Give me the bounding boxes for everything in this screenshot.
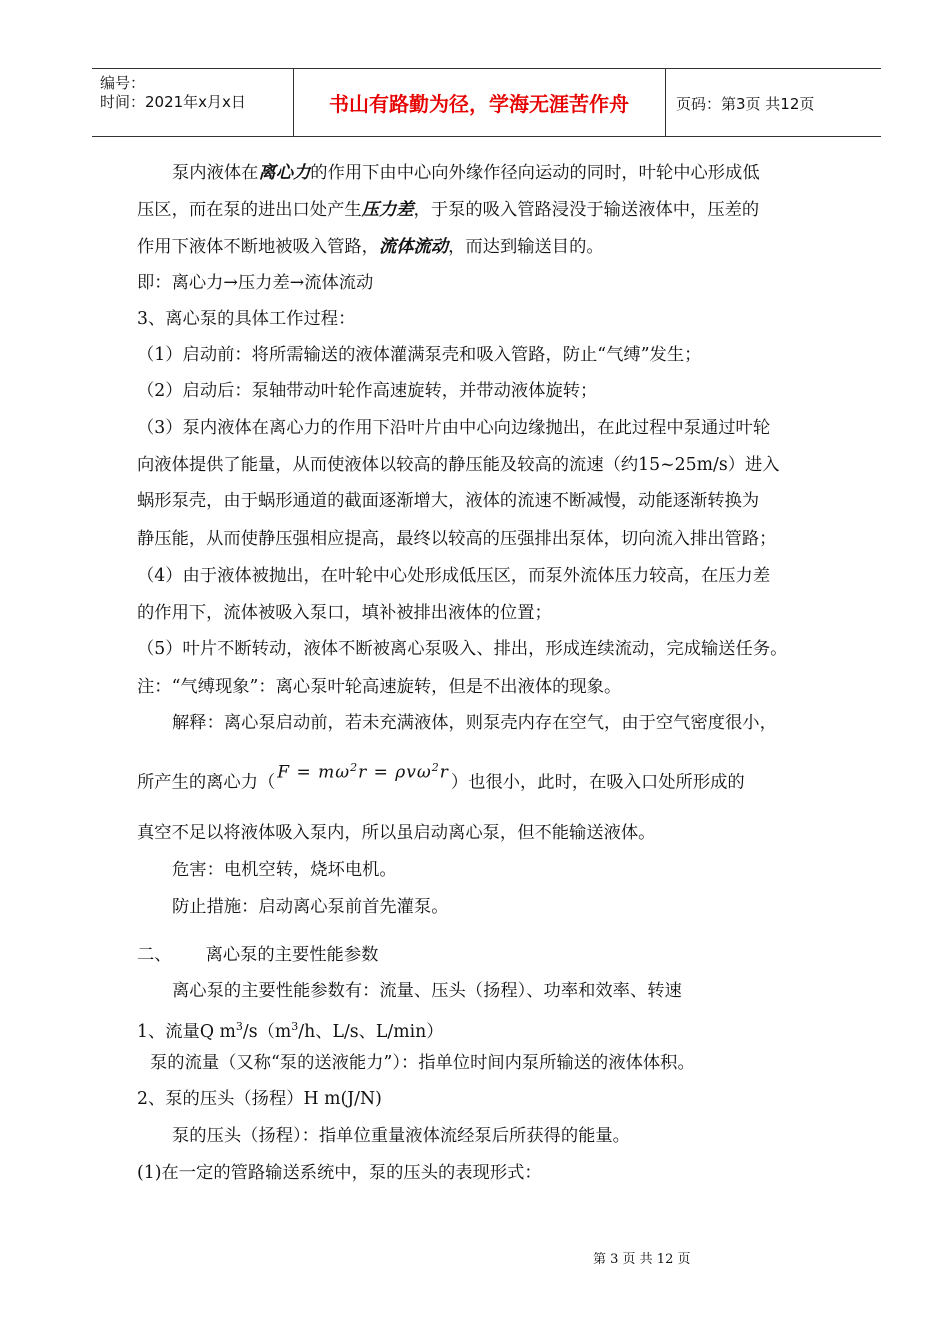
header-bottom-rule (92, 136, 881, 137)
header-divider-right (665, 68, 666, 136)
header-time-label: 时间：2021年x月x日 (100, 93, 246, 111)
paragraph-line: 真空不足以将液体吸入泵内，所以虽启动离心泵，但不能输送液体。 (137, 823, 656, 843)
section-title: 离心泵的主要性能参数 (205, 945, 379, 965)
paragraph-line (137, 199, 759, 221)
section-number: 二、 (137, 945, 172, 965)
paragraph-line: 危害：电机空转，烧坏电机。 (172, 860, 397, 880)
paragraph-line: 解释：离心泵启动前，若未充满液体，则泵壳内存在空气，由于空气密度很小， (172, 713, 777, 733)
text: 压区，而在泵的进出口处产生 (137, 200, 362, 220)
emphasis-text: 压力差 (361, 200, 414, 220)
text: 所产生的离心力（ (137, 772, 276, 793)
text: ，而达到输送目的。 (448, 237, 604, 257)
header-divider-left (293, 68, 294, 136)
list-item: （1）启动前：将所需输送的液体灌满泵壳和吸入管路，防止“气缚”发生； (137, 345, 702, 365)
paragraph-line (172, 162, 760, 184)
list-item: （4）由于液体被抛出，在叶轮中心处形成低压区，而泵外流体压力较高，在压力差 (137, 566, 771, 586)
paragraph-line: 泵的流量（又称“泵的送液能力”）：指单位时间内泵所输送的液体体积。 (150, 1053, 695, 1073)
header-top-rule (92, 68, 881, 69)
paragraph-line (137, 236, 604, 258)
paragraph-line: 离心泵的主要性能参数有：流量、压头（扬程）、功率和效率、转速 (172, 981, 682, 1001)
header-motto: 书山有路勤为径，学海无涯苦作舟 (329, 92, 629, 116)
text: 作用下液体不断地被吸入管路， (137, 237, 379, 257)
header-page-label: 页码：第3页 共12页 (676, 95, 815, 113)
paragraph-line: 泵的压头（扬程）：指单位重量液体流经泵后所获得的能量。 (172, 1126, 630, 1146)
header-number-label: 编号： (100, 74, 146, 92)
text: 泵内液体在 (172, 163, 259, 183)
text: ）也很小，此时，在吸入口处所形成的 (450, 772, 745, 793)
paragraph-line: 的作用下，流体被吸入泵口，填补被排出液体的位置； (137, 603, 552, 623)
paragraph-line: 静压能，从而使静压强相应提高，最终以较高的压强排出泵体，切向流入排出管路； (137, 529, 777, 549)
emphasis-text: 离心力 (258, 163, 311, 183)
subsection-heading: 2、泵的压头（扬程）H m(J/N) (137, 1089, 382, 1109)
paragraph-line: 向液体提供了能量，从而使液体以较高的静压能及较高的流速（约15~25m/s）进入 (137, 455, 780, 475)
paragraph-line (137, 761, 745, 794)
centrifugal-force-formula: $F = m\omega^2r = \rho v\omega^2r$ (277, 761, 449, 783)
text: 的作用下由中心向外缘作径向运动的同时，叶轮中心形成低 (310, 163, 760, 183)
text: ，于泵的吸入管路浸没于输送液体中，压差的 (413, 200, 760, 220)
paragraph-line: 即：离心力→压力差→流体流动 (137, 273, 374, 293)
subsection-heading: 1、流量Q $m^3/s(m^3/h$、L/s、L/min） (137, 1020, 444, 1042)
section-heading: 3、离心泵的具体工作过程： (137, 309, 356, 329)
paragraph-line: 防止措施：启动离心泵前首先灌泵。 (172, 897, 449, 917)
paragraph-line: 蜗形泵壳，由于蜗形通道的截面逐渐增大，液体的流速不断减慢，动能逐渐转换为 (137, 491, 760, 511)
note-line: 注：“气缚现象”：离心泵叶轮高速旋转，但是不出液体的现象。 (137, 677, 622, 697)
section-heading (137, 944, 378, 966)
paragraph-line: (1)在一定的管路输送系统中，泵的压头的表现形式： (137, 1163, 542, 1183)
list-item: （3）泵内液体在离心力的作用下沿叶片由中心向边缘抛出，在此过程中泵通过叶轮 (137, 418, 771, 438)
emphasis-text: 流体流动 (378, 237, 449, 257)
page-footer: 第 3 页 共 12 页 (593, 1252, 691, 1267)
list-item: （2）启动后：泵轴带动叶轮作高速旋转，并带动液体旋转； (137, 381, 598, 401)
list-item: （5）叶片不断转动，液体不断被离心泵吸入、排出，形成连续流动，完成输送任务。 (137, 639, 788, 659)
